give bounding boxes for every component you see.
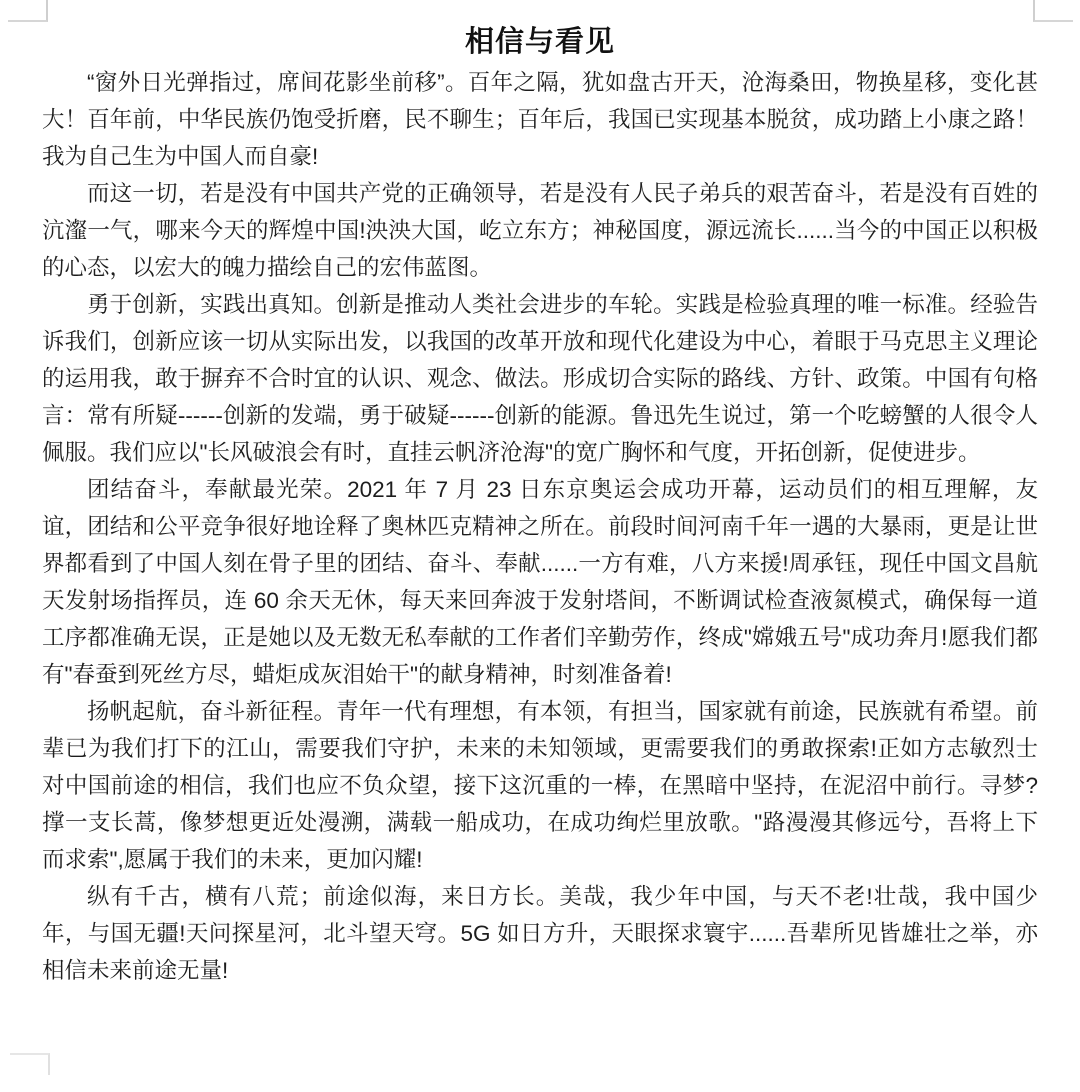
paragraph-6: 纵有千古，横有八荒；前途似海，来日方长。美哉，我少年中国，与天不老!壮哉，我中国少年，与国无疆!天问探星河，北斗望天穹。5G 如日方升，天眼探求寰宇......吾辈所见皆雄壮之举，亦相信未来前途无量! (42, 884, 1038, 983)
crop-mark-top-left-icon (8, 0, 48, 22)
paragraph-3: 勇于创新，实践出真知。创新是推动人类社会进步的车轮。实践是检验真理的唯一标准。经验告诉我们，创新应该一切从实际出发，以我国的改革开放和现代化建设为中心，着眼于马克思主义理论的运用我，敢于摒弃不合时宜的认识、观念、做法。形成切合实际的路线、方针、政策。中国有句格言：常有所疑------创新的发端，勇于破疑------创新的能源。鲁迅先生说过，第一个吃螃蟹的人很令人佩服。我们应以"长风破浪会有时，直挂云帆济沧海"的宽广胸怀和气度，开拓创新，促使进步。 (42, 292, 1038, 465)
text-area (42, 20, 1038, 989)
crop-mark-bottom-left-icon (10, 1053, 50, 1075)
crop-mark-top-right-icon (1033, 0, 1073, 22)
paragraph-5: 扬帆起航，奋斗新征程。青年一代有理想，有本领，有担当，国家就有前途，民族就有希望。前辈已为我们打下的江山，需要我们守护，未来的未知领域，更需要我们的勇敢探索!正如方志敏烈士对中国前途的相信，我们也应不负众望，接下这沉重的一棒，在黑暗中坚持，在泥沼中前行。寻梦?撑一支长蒿，像梦想更近处漫溯，满载一船成功，在成功绚烂里放歌。"路漫漫其修远兮，吾将上下而求索",愿属于我们的未来，更加闪耀! (42, 699, 1038, 872)
document-title: 相信与看见 (464, 26, 615, 58)
paragraph-2: 而这一切，若是没有中国共产党的正确领导，若是没有人民子弟兵的艰苦奋斗，若是没有百姓的沆瀣一气，哪来今天的辉煌中国!泱泱大国，屹立东方；神秘国度，源远流长......当今的中国正以积极的心态，以宏大的魄力描绘自己的宏伟蓝图。 (42, 181, 1038, 280)
paragraph-1: “窗外日光弹指过，席间花影坐前移”。百年之隔，犹如盘古开天，沧海桑田，物换星移，变化甚大！百年前，中华民族仍饱受折磨，民不聊生；百年后，我国已实现基本脱贫，成功踏上小康之路！我为自己生为中国人而自豪! (42, 70, 1038, 169)
paragraph-4: 团结奋斗，奉献最光荣。2021 年 7 月 23 日东京奥运会成功开幕，运动员们的相互理解，友谊，团结和公平竞争很好地诠释了奥林匹克精神之所在。前段时间河南千年一遇的大暴雨，更是让世界都看到了中国人刻在骨子里的团结、奋斗、奉献......一方有难，八方来援!周承钰，现任中国文昌航天发射场指挥员，连 60 余天无休，每天来回奔波于发射塔间，不断调试检查液氮模式，确保每一道工序都准确无误，正是她以及无数无私奉献的工作者们辛勤劳作，终成"嫦娥五号"成功奔月!愿我们都有"春蚕到死丝方尽，蜡炬成灰泪始干"的献身精神，时刻准备着! (42, 477, 1038, 687)
